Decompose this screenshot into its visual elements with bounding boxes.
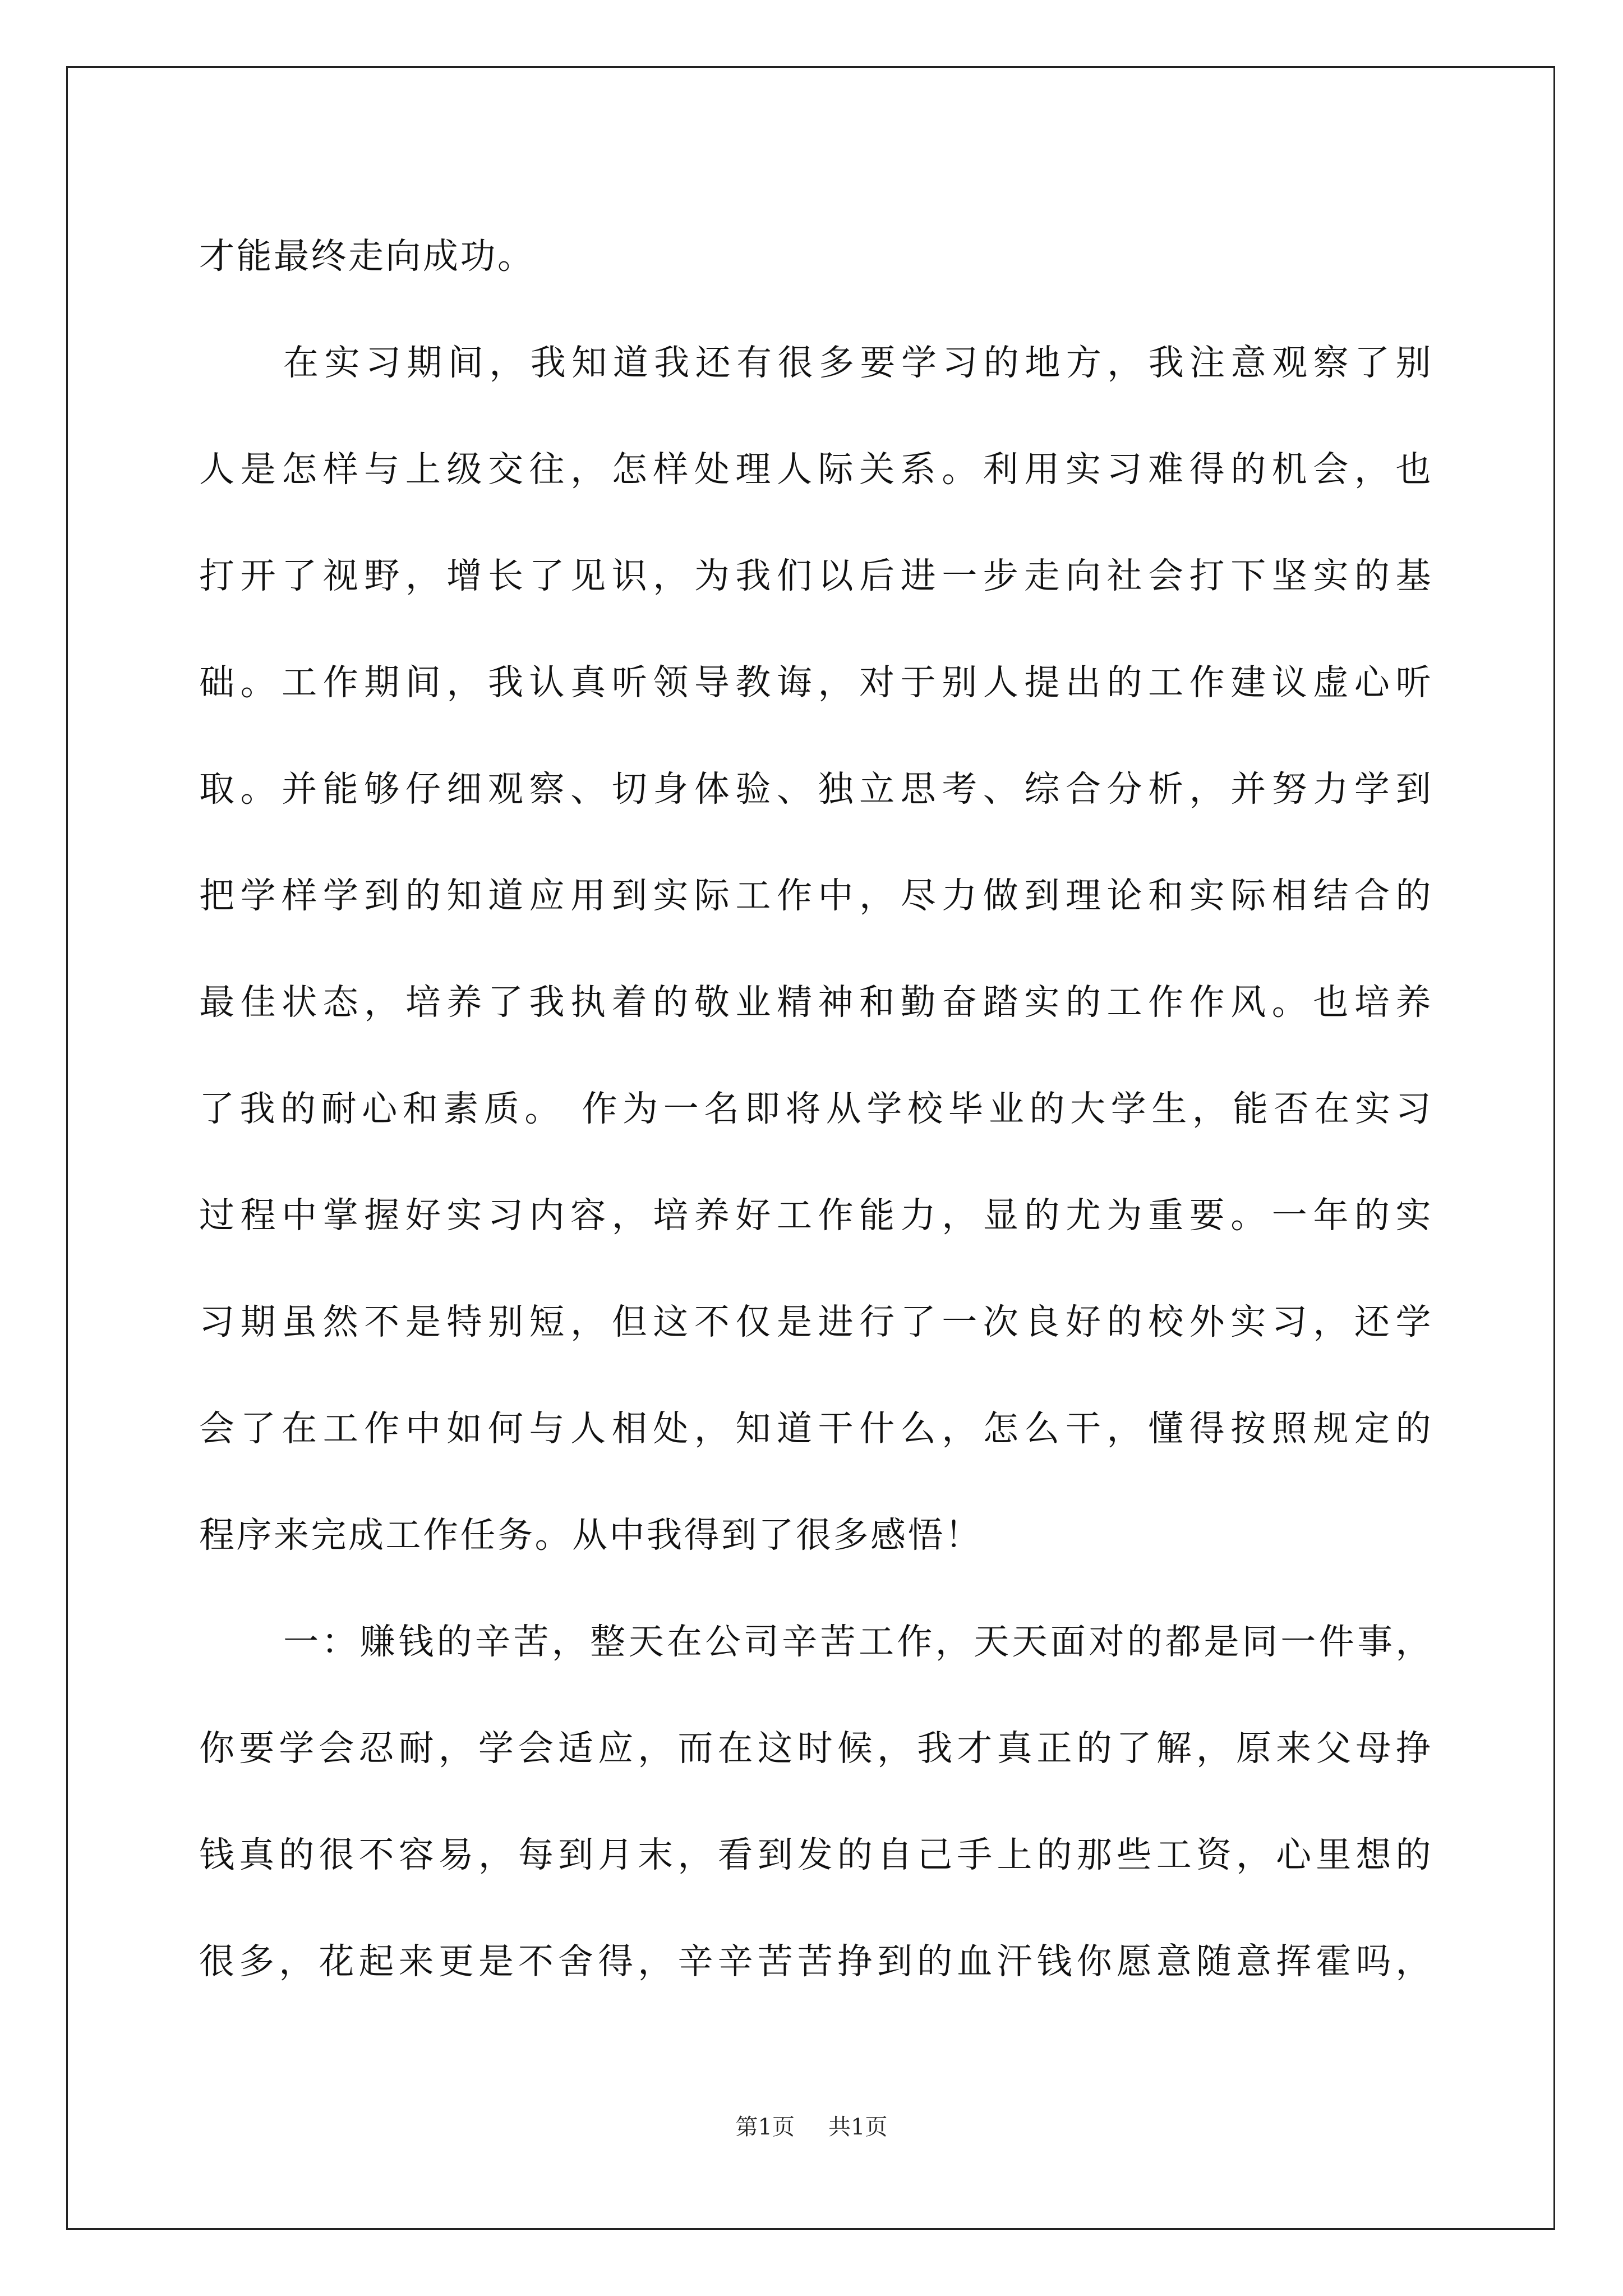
text-line-3: 人是怎样与上级交往，怎样处理人际关系。利用实习难得的机会，也 [199, 449, 1433, 490]
document-body [199, 203, 1433, 2015]
text-line-2: 在实习期间，我知道我还有很多要学习的地方，我注意观察了别 [283, 342, 1433, 383]
text-line-16: 钱真的很不容易，每到月末，看到发的自己手上的那些工资，心里想的 [199, 1834, 1433, 1875]
page-number-current: 第1页 [735, 2114, 795, 2140]
text-line-12: 会了在工作中如何与人相处，知道干什么，怎么干，懂得按照规定的 [199, 1408, 1433, 1449]
text-line-9: 了我的耐心和素质。 作为一名即将从学校毕业的大学生，能否在实习 [199, 1088, 1433, 1129]
page-number-total: 共1页 [828, 2114, 888, 2140]
text-line-5: 础。工作期间，我认真听领导教诲，对于别人提出的工作建议虚心听 [199, 662, 1433, 703]
page-footer [0, 2109, 1623, 2141]
text-line-4: 打开了视野，增长了见识，为我们以后进一步走向社会打下坚实的基 [199, 555, 1433, 596]
text-line-17: 很多，花起来更是不舍得，辛辛苦苦挣到的血汗钱你愿意随意挥霍吗， [199, 1941, 1433, 1982]
text-line-10: 过程中掌握好实习内容，培养好工作能力，显的尤为重要。一年的实 [199, 1195, 1433, 1236]
text-line-15: 你要学会忍耐，学会适应，而在这时候，我才真正的了解，原来父母挣 [199, 1728, 1433, 1769]
text-line-8: 最佳状态，培养了我执着的敬业精神和勤奋踏实的工作作风。也培养 [199, 982, 1433, 1023]
text-line-6: 取。并能够仔细观察、切身体验、独立思考、综合分析，并努力学到 [199, 769, 1433, 809]
text-line-1: 才能最终走向成功。 [199, 236, 535, 277]
text-line-13: 程序来完成工作任务。从中我得到了很多感悟！ [199, 1515, 983, 1556]
text-line-14: 一：赚钱的辛苦，整天在公司辛苦工作，天天面对的都是同一件事， [283, 1621, 1433, 1662]
text-line-11: 习期虽然不是特别短，但这不仅是进行了一次良好的校外实习，还学 [199, 1301, 1433, 1342]
text-line-7: 把学样学到的知道应用到实际工作中，尽力做到理论和实际相结合的 [199, 875, 1433, 916]
